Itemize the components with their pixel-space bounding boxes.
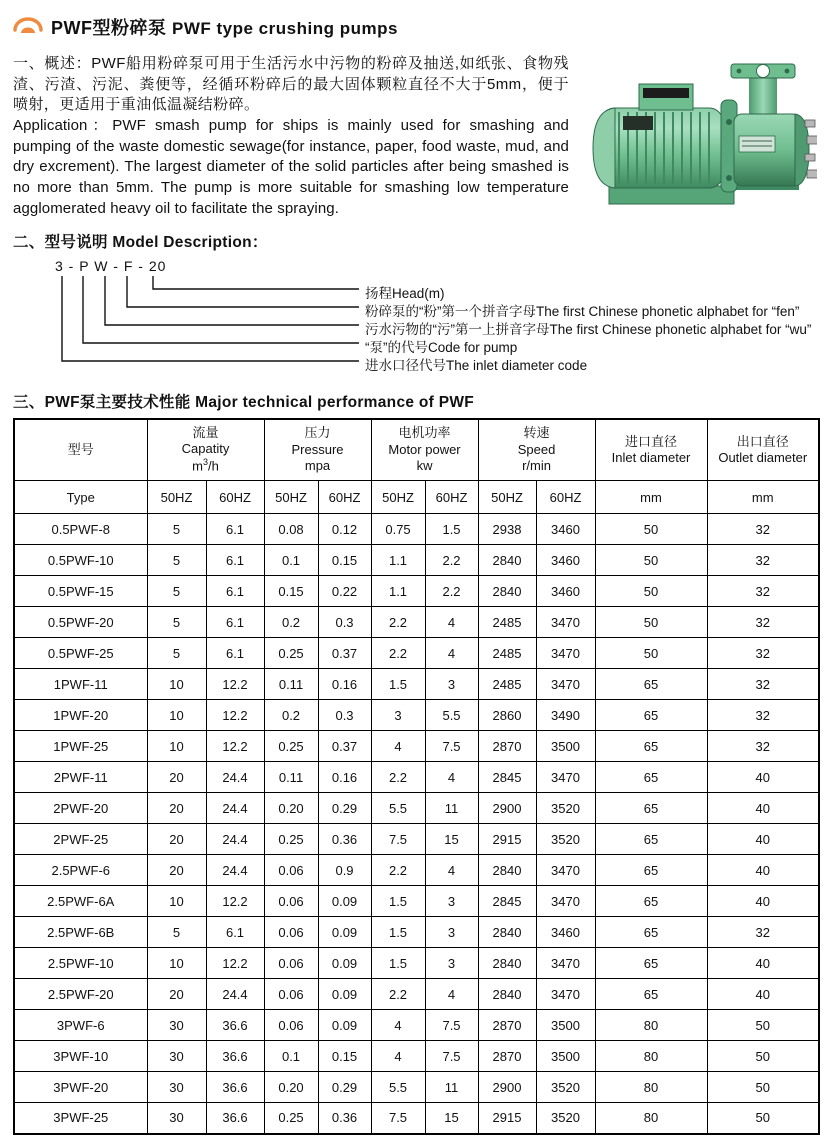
subheader-cell: 60HZ [206, 481, 264, 514]
value-cell: 20 [147, 824, 206, 855]
page-title-en: PWF type crushing pumps [172, 19, 398, 38]
value-cell: 10 [147, 886, 206, 917]
table-row [14, 1103, 819, 1134]
value-cell: 12.2 [206, 731, 264, 762]
model-code-diagram [13, 258, 817, 380]
table-row [14, 731, 819, 762]
value-cell: 2900 [478, 793, 536, 824]
value-cell: 65 [595, 762, 707, 793]
value-cell: 11 [425, 793, 478, 824]
value-cell: 0.3 [318, 607, 371, 638]
value-cell: 65 [595, 731, 707, 762]
value-cell: 50 [595, 607, 707, 638]
table-row [14, 793, 819, 824]
value-cell: 0.06 [264, 886, 318, 917]
table-row [14, 514, 819, 545]
value-cell: 4 [425, 855, 478, 886]
value-cell: 0.36 [318, 824, 371, 855]
model-code: 3 - P W - F - 20 [55, 257, 167, 274]
value-cell: 0.37 [318, 638, 371, 669]
value-cell: 0.3 [318, 700, 371, 731]
value-cell: 3520 [536, 824, 595, 855]
value-cell: 0.08 [264, 514, 318, 545]
value-cell: 3490 [536, 700, 595, 731]
value-cell: 80 [595, 1072, 707, 1103]
value-cell: 7.5 [425, 1010, 478, 1041]
value-cell: 0.25 [264, 731, 318, 762]
table-row [14, 1010, 819, 1041]
value-cell: 3 [425, 886, 478, 917]
subheader-type-cell: Type [14, 481, 147, 514]
model-cell: 3PWF-6 [14, 1010, 147, 1041]
value-cell: 5 [147, 917, 206, 948]
value-cell: 0.06 [264, 948, 318, 979]
subheader-cell: 50HZ [264, 481, 318, 514]
value-cell: 32 [707, 638, 819, 669]
value-cell: 2.2 [371, 638, 425, 669]
value-cell: 24.4 [206, 762, 264, 793]
value-cell: 30 [147, 1041, 206, 1072]
model-cell: 2.5PWF-6A [14, 886, 147, 917]
value-cell: 2938 [478, 514, 536, 545]
value-cell: 3 [371, 700, 425, 731]
value-cell: 0.1 [264, 1041, 318, 1072]
value-cell: 50 [707, 1072, 819, 1103]
value-cell: 30 [147, 1072, 206, 1103]
value-cell: 10 [147, 731, 206, 762]
value-cell: 24.4 [206, 793, 264, 824]
table-row [14, 545, 819, 576]
value-cell: 50 [707, 1010, 819, 1041]
value-cell: 32 [707, 576, 819, 607]
value-cell: 5.5 [371, 793, 425, 824]
value-cell: 11 [425, 1072, 478, 1103]
value-cell: 3520 [536, 1103, 595, 1134]
value-cell: 2845 [478, 886, 536, 917]
model-cell: 2.5PWF-20 [14, 979, 147, 1010]
subheader-cell: 60HZ [318, 481, 371, 514]
value-cell: 3470 [536, 979, 595, 1010]
model-cell: 0.5PWF-25 [14, 638, 147, 669]
overview-paragraph-en: Application：PWF smash pump for ships is mainly used for smashing and pumping of the waste domestic sewage(for instance, paper, food waste, mud, and dry excrement). The largest diameter of the solid particles after being smashed is no more than 5mm. The pump is more suitable for smashing low temperature agglomerated heavy oil to facilitate the spraying. [13, 117, 569, 217]
value-cell: 50 [595, 514, 707, 545]
value-cell: 40 [707, 762, 819, 793]
table-row [14, 948, 819, 979]
model-label-fen: 粉碎泵的“粉”第一个拼音字母The first Chinese phonetic alphabet for “fen” [365, 303, 800, 319]
value-cell: 0.2 [264, 700, 318, 731]
model-cell: 1PWF-25 [14, 731, 147, 762]
value-cell: 1.5 [371, 669, 425, 700]
model-cell: 0.5PWF-8 [14, 514, 147, 545]
value-cell: 2845 [478, 762, 536, 793]
value-cell: 10 [147, 948, 206, 979]
value-cell: 2840 [478, 917, 536, 948]
value-cell: 20 [147, 793, 206, 824]
value-cell: 3 [425, 917, 478, 948]
value-cell: 40 [707, 824, 819, 855]
value-cell: 65 [595, 886, 707, 917]
value-cell: 4 [425, 607, 478, 638]
value-cell: 7.5 [371, 1103, 425, 1134]
table-row [14, 576, 819, 607]
value-cell: 50 [595, 638, 707, 669]
value-cell: 0.06 [264, 855, 318, 886]
value-cell: 40 [707, 855, 819, 886]
col-header-inlet: 进口直径 Inlet diameter [595, 419, 707, 481]
value-cell: 0.15 [264, 576, 318, 607]
subheader-cell: mm [707, 481, 819, 514]
value-cell: 30 [147, 1010, 206, 1041]
value-cell: 36.6 [206, 1103, 264, 1134]
value-cell: 0.22 [318, 576, 371, 607]
value-cell: 7.5 [425, 1041, 478, 1072]
model-label-wu: 污水污物的“污”第一上拼音字母The first Chinese phonetic alphabet for “wu” [365, 321, 812, 337]
value-cell: 2915 [478, 1103, 536, 1134]
value-cell: 3470 [536, 607, 595, 638]
header-row [14, 419, 819, 481]
subheader-cell: 50HZ [371, 481, 425, 514]
value-cell: 20 [147, 979, 206, 1010]
value-cell: 6.1 [206, 576, 264, 607]
motor-nameplate [623, 116, 653, 130]
table-row [14, 886, 819, 917]
value-cell: 2.2 [371, 855, 425, 886]
table-row [14, 824, 819, 855]
value-cell: 7.5 [425, 731, 478, 762]
value-cell: 2840 [478, 855, 536, 886]
value-cell: 15 [425, 1103, 478, 1134]
value-cell: 2.2 [371, 762, 425, 793]
table-row [14, 1072, 819, 1103]
value-cell: 36.6 [206, 1041, 264, 1072]
value-cell: 0.1 [264, 545, 318, 576]
subheader-cell: 60HZ [425, 481, 478, 514]
value-cell: 20 [147, 855, 206, 886]
subheader-row [14, 481, 819, 514]
value-cell: 0.9 [318, 855, 371, 886]
value-cell: 6.1 [206, 545, 264, 576]
value-cell: 0.20 [264, 793, 318, 824]
value-cell: 4 [371, 1010, 425, 1041]
value-cell: 65 [595, 979, 707, 1010]
value-cell: 3470 [536, 886, 595, 917]
value-cell: 3 [425, 948, 478, 979]
value-cell: 0.25 [264, 638, 318, 669]
value-cell: 36.6 [206, 1010, 264, 1041]
value-cell: 1.5 [371, 917, 425, 948]
value-cell: 0.25 [264, 824, 318, 855]
value-cell: 50 [595, 576, 707, 607]
value-cell: 2870 [478, 731, 536, 762]
value-cell: 12.2 [206, 700, 264, 731]
value-cell: 2.2 [371, 979, 425, 1010]
spec-table [13, 418, 820, 1135]
value-cell: 1.1 [371, 576, 425, 607]
table-row [14, 917, 819, 948]
value-cell: 2915 [478, 824, 536, 855]
spec-table-heading: 三、PWF泵主要技术性能 Major technical performance of PWF [13, 393, 475, 411]
value-cell: 0.29 [318, 1072, 371, 1103]
value-cell: 2.2 [425, 576, 478, 607]
model-cell: 2PWF-20 [14, 793, 147, 824]
value-cell: 0.16 [318, 669, 371, 700]
col-header-speed: 转速 Speed r/min [478, 419, 595, 481]
value-cell: 1.1 [371, 545, 425, 576]
value-cell: 3460 [536, 545, 595, 576]
spec-table-body [14, 481, 819, 1134]
value-cell: 0.09 [318, 886, 371, 917]
subheader-cell: 50HZ [147, 481, 206, 514]
value-cell: 2870 [478, 1041, 536, 1072]
value-cell: 0.11 [264, 669, 318, 700]
value-cell: 0.15 [318, 1041, 371, 1072]
value-cell: 4 [425, 979, 478, 1010]
col-header-outlet: 出口直径 Outlet diameter [707, 419, 819, 481]
overview-paragraph-zh: 一、概述：PWF船用粉碎泵可用于生活污水中污物的粉碎及抽送,如纸张、食物残渣、污渣、污泥、粪便等，经循环粉碎后的最大固体颗粒直径不大于5mm，便于喷射，更适用于重油低温凝结粉碎。 [13, 55, 569, 114]
value-cell: 6.1 [206, 638, 264, 669]
brand-arc-icon [13, 16, 43, 38]
value-cell: 6.1 [206, 514, 264, 545]
value-cell: 6.1 [206, 607, 264, 638]
model-label-pump-code: “泵”的代号Code for pump [365, 339, 518, 355]
value-cell: 2.2 [371, 607, 425, 638]
value-cell: 3460 [536, 917, 595, 948]
value-cell: 5 [147, 638, 206, 669]
value-cell: 65 [595, 669, 707, 700]
model-cell: 0.5PWF-15 [14, 576, 147, 607]
col-header-pressure: 压力 Pressure mpa [264, 419, 371, 481]
value-cell: 15 [425, 824, 478, 855]
value-cell: 0.06 [264, 979, 318, 1010]
value-cell: 0.29 [318, 793, 371, 824]
value-cell: 80 [595, 1041, 707, 1072]
value-cell: 2840 [478, 545, 536, 576]
value-cell: 0.25 [264, 1103, 318, 1134]
model-cell: 3PWF-10 [14, 1041, 147, 1072]
value-cell: 24.4 [206, 824, 264, 855]
value-cell: 80 [595, 1010, 707, 1041]
value-cell: 0.37 [318, 731, 371, 762]
model-label-inlet-code: 进水口径代号The inlet diameter code [365, 357, 588, 373]
table-row [14, 607, 819, 638]
value-cell: 3470 [536, 669, 595, 700]
model-cell: 0.5PWF-10 [14, 545, 147, 576]
value-cell: 3470 [536, 638, 595, 669]
value-cell: 80 [595, 1103, 707, 1134]
table-row [14, 855, 819, 886]
value-cell: 2485 [478, 607, 536, 638]
value-cell: 0.09 [318, 917, 371, 948]
value-cell: 32 [707, 514, 819, 545]
value-cell: 5 [147, 545, 206, 576]
value-cell: 5 [147, 607, 206, 638]
model-cell: 2.5PWF-6 [14, 855, 147, 886]
value-cell: 32 [707, 917, 819, 948]
value-cell: 40 [707, 948, 819, 979]
table-row [14, 700, 819, 731]
model-description-heading: 二、型号说明 Model Description： [13, 233, 268, 251]
model-cell: 3PWF-20 [14, 1072, 147, 1103]
model-cell: 2PWF-11 [14, 762, 147, 793]
value-cell: 4 [425, 762, 478, 793]
value-cell: 0.12 [318, 514, 371, 545]
value-cell: 3460 [536, 514, 595, 545]
value-cell: 2860 [478, 700, 536, 731]
value-cell: 0.06 [264, 917, 318, 948]
value-cell: 2840 [478, 948, 536, 979]
value-cell: 2840 [478, 979, 536, 1010]
value-cell: 3500 [536, 731, 595, 762]
value-cell: 32 [707, 669, 819, 700]
model-cell: 2.5PWF-6B [14, 917, 147, 948]
page-title-zh: PWF型粉碎泵 [51, 18, 167, 38]
value-cell: 10 [147, 669, 206, 700]
model-cell: 3PWF-25 [14, 1103, 147, 1134]
value-cell: 3470 [536, 762, 595, 793]
value-cell: 0.09 [318, 948, 371, 979]
value-cell: 12.2 [206, 669, 264, 700]
value-cell: 0.11 [264, 762, 318, 793]
subheader-cell: 60HZ [536, 481, 595, 514]
value-cell: 0.75 [371, 514, 425, 545]
value-cell: 0.06 [264, 1010, 318, 1041]
value-cell: 3470 [536, 948, 595, 979]
terminal-box-label [643, 88, 689, 98]
pump-photo [579, 58, 817, 216]
value-cell: 3500 [536, 1010, 595, 1041]
value-cell: 0.09 [318, 979, 371, 1010]
value-cell: 50 [707, 1103, 819, 1134]
value-cell: 2485 [478, 669, 536, 700]
capacity-unit: $m^3/h$ [192, 457, 219, 474]
value-cell: 1.5 [371, 948, 425, 979]
value-cell: 0.20 [264, 1072, 318, 1103]
table-row [14, 979, 819, 1010]
value-cell: 3520 [536, 1072, 595, 1103]
table-row [14, 1041, 819, 1072]
value-cell: 4 [425, 638, 478, 669]
value-cell: 0.15 [318, 545, 371, 576]
value-cell: 5.5 [425, 700, 478, 731]
value-cell: 6.1 [206, 917, 264, 948]
value-cell: 32 [707, 731, 819, 762]
value-cell: 65 [595, 824, 707, 855]
value-cell: 0.09 [318, 1010, 371, 1041]
value-cell: 2870 [478, 1010, 536, 1041]
value-cell: 32 [707, 607, 819, 638]
table-row [14, 638, 819, 669]
value-cell: 2.2 [425, 545, 478, 576]
value-cell: 3500 [536, 1041, 595, 1072]
value-cell: 65 [595, 700, 707, 731]
col-header-motor-power: 电机功率 Motor power kw [371, 419, 478, 481]
value-cell: 3470 [536, 855, 595, 886]
col-header-type: 型号 [14, 419, 147, 481]
value-cell: 5.5 [371, 1072, 425, 1103]
value-cell: 0.36 [318, 1103, 371, 1134]
subheader-cell: mm [595, 481, 707, 514]
model-cell: 1PWF-20 [14, 700, 147, 731]
value-cell: 32 [707, 545, 819, 576]
value-cell: 12.2 [206, 948, 264, 979]
value-cell: 10 [147, 700, 206, 731]
value-cell: 3520 [536, 793, 595, 824]
value-cell: 30 [147, 1103, 206, 1134]
value-cell: 2900 [478, 1072, 536, 1103]
overview-section [13, 54, 817, 220]
value-cell: 24.4 [206, 979, 264, 1010]
value-cell: 4 [371, 1041, 425, 1072]
value-cell: 7.5 [371, 824, 425, 855]
value-cell: 12.2 [206, 886, 264, 917]
value-cell: 50 [595, 545, 707, 576]
value-cell: 1.5 [425, 514, 478, 545]
value-cell: 5 [147, 514, 206, 545]
value-cell: 36.6 [206, 1072, 264, 1103]
model-cell: 2PWF-25 [14, 824, 147, 855]
value-cell: 5 [147, 576, 206, 607]
model-cell: 1PWF-11 [14, 669, 147, 700]
value-cell: 50 [707, 1041, 819, 1072]
page-title [51, 14, 398, 40]
table-row [14, 669, 819, 700]
suction-pipe [749, 74, 777, 118]
value-cell: 40 [707, 979, 819, 1010]
value-cell: 20 [147, 762, 206, 793]
model-cell: 2.5PWF-10 [14, 948, 147, 979]
value-cell: 65 [595, 855, 707, 886]
value-cell: 40 [707, 793, 819, 824]
value-cell: 2840 [478, 576, 536, 607]
page-header [13, 14, 817, 40]
value-cell: 3 [425, 669, 478, 700]
value-cell: 40 [707, 886, 819, 917]
value-cell: 3460 [536, 576, 595, 607]
model-cell: 0.5PWF-20 [14, 607, 147, 638]
value-cell: 65 [595, 917, 707, 948]
value-cell: 2485 [478, 638, 536, 669]
subheader-cell: 50HZ [478, 481, 536, 514]
value-cell: 0.16 [318, 762, 371, 793]
value-cell: 65 [595, 948, 707, 979]
col-header-capacity: 流量 Capatity $m^3/h$ [147, 419, 264, 481]
pump-nameplate [739, 136, 775, 152]
value-cell: 0.2 [264, 607, 318, 638]
value-cell: 24.4 [206, 855, 264, 886]
value-cell: 4 [371, 731, 425, 762]
model-label-head: 扬程Head(m) [365, 285, 445, 301]
table-row [14, 762, 819, 793]
value-cell: 1.5 [371, 886, 425, 917]
value-cell: 32 [707, 700, 819, 731]
value-cell: 65 [595, 793, 707, 824]
